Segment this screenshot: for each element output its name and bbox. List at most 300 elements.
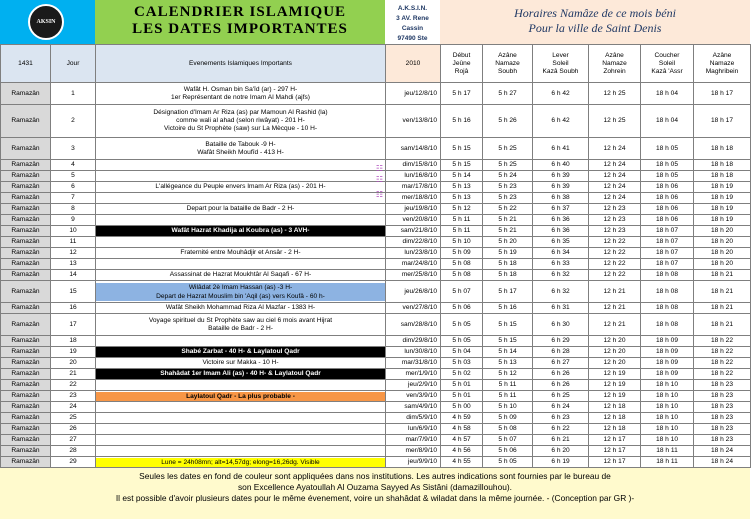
cell-soubh: 5 h 23	[483, 193, 533, 204]
cell-events	[96, 347, 386, 358]
event-text: Bataille de Badr - 2 H-	[208, 324, 273, 332]
cell-date: lun/23/8/10	[386, 248, 441, 259]
cell-debut: 5 h 11	[441, 215, 483, 226]
aksin-logo	[28, 4, 64, 40]
cell-jour: 20	[51, 358, 96, 369]
cell-zohr: 12 h 20	[589, 336, 641, 347]
cell-soubh: 5 h 25	[483, 160, 533, 171]
cell-coucher: 18 h 09	[641, 369, 694, 380]
cell-soubh: 5 h 27	[483, 83, 533, 105]
org-address: 3 AV. Rene Cassin	[396, 15, 429, 32]
cell-events	[96, 226, 386, 237]
cell-lever: 6 h 36	[533, 226, 589, 237]
cell-soubh: 5 h 26	[483, 105, 533, 138]
event-text: Victoire du St Prophète (saw) sur La Mècque - 10 H-	[163, 125, 318, 132]
cell-maghrib: 18 h 23	[694, 380, 751, 391]
cell-maghrib: 18 h 19	[694, 204, 751, 215]
cell-month: Ramazân	[1, 358, 51, 369]
cell-coucher: 18 h 06	[641, 215, 694, 226]
cell-soubh: 5 h 08	[483, 424, 533, 435]
cell-maghrib: 18 h 21	[694, 270, 751, 281]
cell-zohr: 12 h 23	[589, 215, 641, 226]
cell-maghrib: 18 h 19	[694, 182, 751, 193]
col-coucher-soleil: Coucher Soleil Kazâ 'Assr	[641, 45, 694, 83]
cell-jour: 16	[51, 303, 96, 314]
cell-month: Ramazân	[1, 83, 51, 105]
cell-jour: 28	[51, 446, 96, 457]
cell-zohr: 12 h 25	[589, 83, 641, 105]
cell-lever: 6 h 23	[533, 413, 589, 424]
table-row	[1, 237, 751, 248]
cell-jour: 29	[51, 457, 96, 468]
table-row	[1, 259, 751, 270]
logo-text: AKSIN	[36, 19, 56, 25]
cell-debut: 5 h 03	[441, 358, 483, 369]
cell-lever: 6 h 27	[533, 358, 589, 369]
cell-lever: 6 h 19	[533, 457, 589, 468]
cell-zohr: 12 h 23	[589, 226, 641, 237]
table-header-row	[1, 45, 751, 83]
cell-maghrib: 18 h 22	[694, 347, 751, 358]
cell-coucher: 18 h 07	[641, 226, 694, 237]
cell-maghrib: 18 h 24	[694, 446, 751, 457]
cell-coucher: 18 h 06	[641, 182, 694, 193]
cell-maghrib: 18 h 20	[694, 248, 751, 259]
table-row	[1, 138, 751, 160]
col-azane-maghribein: Azâne Namaze Maghribein	[694, 45, 751, 83]
cell-debut: 5 h 15	[441, 138, 483, 160]
cell-jour: 19	[51, 347, 96, 358]
cell-soubh: 5 h 06	[483, 446, 533, 457]
cell-zohr: 12 h 21	[589, 281, 641, 303]
table-row	[1, 314, 751, 336]
cell-soubh: 5 h 24	[483, 171, 533, 182]
cell-jour: 24	[51, 402, 96, 413]
cell-coucher: 18 h 04	[641, 83, 694, 105]
cell-maghrib: 18 h 22	[694, 369, 751, 380]
cell-coucher: 18 h 11	[641, 457, 694, 468]
cell-month: Ramazân	[1, 270, 51, 281]
cell-zohr: 12 h 25	[589, 105, 641, 138]
cell-date: dim/15/8/10	[386, 160, 441, 171]
cell-maghrib: 18 h 23	[694, 435, 751, 446]
cell-soubh: 5 h 18	[483, 270, 533, 281]
cell-events	[96, 424, 386, 435]
cell-zohr: 12 h 24	[589, 138, 641, 160]
note-marker-icon: ☷	[375, 175, 383, 184]
cell-debut: 5 h 10	[441, 237, 483, 248]
table-row	[1, 193, 751, 204]
cell-maghrib: 18 h 21	[694, 303, 751, 314]
cell-coucher: 18 h 05	[641, 160, 694, 171]
cell-soubh: 5 h 15	[483, 336, 533, 347]
cell-soubh: 5 h 23	[483, 182, 533, 193]
cell-soubh: 5 h 21	[483, 226, 533, 237]
table-row	[1, 248, 751, 259]
event-text: Assassinat de Hazrat Moukhtâr Al Saqafi - 67 H-	[169, 271, 312, 278]
cell-maghrib: 18 h 18	[694, 160, 751, 171]
cell-debut: 4 h 59	[441, 413, 483, 424]
cell-maghrib: 18 h 23	[694, 424, 751, 435]
cell-maghrib: 18 h 20	[694, 237, 751, 248]
cell-soubh: 5 h 15	[483, 314, 533, 336]
cell-debut: 5 h 05	[441, 314, 483, 336]
cell-coucher: 18 h 07	[641, 248, 694, 259]
cell-debut: 5 h 09	[441, 248, 483, 259]
cell-coucher: 18 h 05	[641, 138, 694, 160]
cell-lever: 6 h 37	[533, 204, 589, 215]
cell-maghrib: 18 h 23	[694, 391, 751, 402]
col-evenements: Evenements Islamiques Importants	[96, 45, 386, 83]
cell-lever: 6 h 21	[533, 435, 589, 446]
cell-events	[96, 435, 386, 446]
cell-date: dim/22/8/10	[386, 237, 441, 248]
cell-maghrib: 18 h 21	[694, 281, 751, 303]
cell-date: sam/28/8/10	[386, 314, 441, 336]
cell-coucher: 18 h 10	[641, 380, 694, 391]
cell-jour: 27	[51, 435, 96, 446]
cell-maghrib: 18 h 24	[694, 457, 751, 468]
table-row	[1, 402, 751, 413]
cell-lever: 6 h 40	[533, 160, 589, 171]
cell-coucher: 18 h 10	[641, 391, 694, 402]
event-text: Wafât Hazrat Khadija al Koubra (as) - 3 AVH-	[96, 226, 385, 236]
cell-events	[96, 358, 386, 369]
cell-jour: 8	[51, 204, 96, 215]
cell-maghrib: 18 h 18	[694, 171, 751, 182]
cell-lever: 6 h 36	[533, 215, 589, 226]
footer-line3: Il est possible d'avoir plusieurs dates pour le même évenement, voire un shahâdat & wiladat dans la même journée. - (Conception par GR )-	[115, 493, 635, 503]
cell-soubh: 5 h 18	[483, 259, 533, 270]
cell-date: ven/13/8/10	[386, 105, 441, 138]
cell-soubh: 5 h 09	[483, 413, 533, 424]
event-text: Wafât Sheikh Mohammad Riza Al Mazfar - 1383 H-	[165, 304, 316, 311]
cell-jour: 26	[51, 424, 96, 435]
cell-debut: 5 h 13	[441, 193, 483, 204]
cell-zohr: 12 h 20	[589, 347, 641, 358]
cell-events	[96, 160, 386, 171]
cell-date: ven/27/8/10	[386, 303, 441, 314]
cell-events	[96, 215, 386, 226]
cell-debut: 5 h 05	[441, 336, 483, 347]
org-name: A.K.S.I.N.	[397, 5, 428, 12]
cell-jour: 22	[51, 380, 96, 391]
cell-month: Ramazân	[1, 446, 51, 457]
cell-events	[96, 369, 386, 380]
cell-lever: 6 h 39	[533, 182, 589, 193]
cell-events	[96, 138, 386, 160]
cell-maghrib: 18 h 22	[694, 336, 751, 347]
cell-maghrib: 18 h 20	[694, 226, 751, 237]
cell-debut: 5 h 00	[441, 402, 483, 413]
cell-coucher: 18 h 10	[641, 413, 694, 424]
cell-soubh: 5 h 10	[483, 402, 533, 413]
cell-debut: 5 h 13	[441, 182, 483, 193]
footer-line1: Seules les dates en fond de couleur sont appliquées dans nos institutions. Les autres indications sont fournies par le bureau de	[139, 471, 611, 481]
table-row	[1, 435, 751, 446]
cell-coucher: 18 h 09	[641, 347, 694, 358]
cell-month: Ramazân	[1, 204, 51, 215]
cell-date: mer/1/9/10	[386, 369, 441, 380]
table-row	[1, 204, 751, 215]
col-azane-zohrein: Azâne Namaze Zohrein	[589, 45, 641, 83]
cell-soubh: 5 h 14	[483, 347, 533, 358]
org-city: 97490 Ste	[397, 35, 428, 42]
cell-debut: 5 h 06	[441, 303, 483, 314]
cell-month: Ramazân	[1, 347, 51, 358]
cell-date: jeu/26/8/10	[386, 281, 441, 303]
cell-maghrib: 18 h 20	[694, 259, 751, 270]
cell-soubh: 5 h 13	[483, 358, 533, 369]
header-logo-panel	[0, 0, 95, 44]
cell-date: jeu/12/8/10	[386, 83, 441, 105]
cell-coucher: 18 h 06	[641, 193, 694, 204]
cell-month: Ramazân	[1, 369, 51, 380]
table-row	[1, 160, 751, 171]
cell-date: jeu/19/8/10	[386, 204, 441, 215]
cell-month: Ramazân	[1, 226, 51, 237]
cell-coucher: 18 h 09	[641, 358, 694, 369]
event-text: Laylatoul Qadr - La plus probable -	[96, 392, 385, 401]
cell-jour: 6	[51, 182, 96, 193]
cell-date: lun/16/8/10	[386, 171, 441, 182]
cell-zohr: 12 h 21	[589, 314, 641, 336]
cell-zohr: 12 h 19	[589, 369, 641, 380]
event-text: Wafât H. Osman bin Sa'îd (ar) - 297 H-	[183, 85, 298, 93]
cell-month: Ramazân	[1, 259, 51, 270]
cell-zohr: 12 h 22	[589, 237, 641, 248]
cell-date: sam/4/9/10	[386, 402, 441, 413]
table-row	[1, 83, 751, 105]
cell-events	[96, 281, 386, 303]
cell-jour: 13	[51, 259, 96, 270]
col-lever-soleil: Lever Soleil Kazâ Soubh	[533, 45, 589, 83]
cell-maghrib: 18 h 19	[694, 215, 751, 226]
cell-debut: 5 h 08	[441, 259, 483, 270]
cell-jour: 25	[51, 413, 96, 424]
event-text: Désignation d'Imam Ar Riza (as) par Mamoun Al Rashid (la)	[153, 109, 328, 116]
cell-lever: 6 h 25	[533, 391, 589, 402]
cell-debut: 5 h 01	[441, 391, 483, 402]
cell-date: jeu/9/9/10	[386, 457, 441, 468]
cell-zohr: 12 h 19	[589, 380, 641, 391]
cell-jour: 2	[51, 105, 96, 138]
cell-jour: 18	[51, 336, 96, 347]
cell-month: Ramazân	[1, 380, 51, 391]
event-text: Shahâdat 1er Imam Ali (as) - 40 H- & Laylatoul Qadr	[96, 369, 385, 379]
cell-date: dim/29/8/10	[386, 336, 441, 347]
cell-coucher: 18 h 07	[641, 237, 694, 248]
cell-debut: 5 h 11	[441, 226, 483, 237]
cell-zohr: 12 h 19	[589, 391, 641, 402]
cell-coucher: 18 h 10	[641, 435, 694, 446]
cell-maghrib: 18 h 18	[694, 138, 751, 160]
event-text: comme wali al ahad (selon riwâyat) - 201 H-	[176, 117, 305, 124]
cell-coucher: 18 h 10	[641, 402, 694, 413]
cell-month: Ramazân	[1, 435, 51, 446]
event-text: Fraternité entre Mouhâdjir et Ansâr - 2 H-	[180, 249, 301, 256]
cell-events	[96, 314, 386, 336]
table-row	[1, 358, 751, 369]
cell-soubh: 5 h 05	[483, 457, 533, 468]
cell-lever: 6 h 41	[533, 138, 589, 160]
cell-maghrib: 18 h 17	[694, 105, 751, 138]
cell-jour: 23	[51, 391, 96, 402]
cell-month: Ramazân	[1, 424, 51, 435]
cell-lever: 6 h 28	[533, 347, 589, 358]
cell-lever: 6 h 39	[533, 171, 589, 182]
cell-lever: 6 h 33	[533, 259, 589, 270]
cell-date: mar/17/8/10	[386, 182, 441, 193]
cell-zohr: 12 h 24	[589, 171, 641, 182]
cell-jour: 7	[51, 193, 96, 204]
table-row	[1, 369, 751, 380]
cell-date: mar/24/8/10	[386, 259, 441, 270]
cell-maghrib: 18 h 22	[694, 358, 751, 369]
cell-lever: 6 h 26	[533, 369, 589, 380]
event-text: Depart de Hazrat Mouslim bin 'Aqil (as) vers Koufâ - 60 h-	[96, 292, 385, 301]
cell-events	[96, 248, 386, 259]
cell-month: Ramazân	[1, 138, 51, 160]
table-row	[1, 380, 751, 391]
cell-jour: 4	[51, 160, 96, 171]
cell-coucher: 18 h 04	[641, 105, 694, 138]
cell-zohr: 12 h 22	[589, 248, 641, 259]
cell-debut: 5 h 08	[441, 270, 483, 281]
cell-date: lun/6/9/10	[386, 424, 441, 435]
cell-events	[96, 171, 386, 182]
cell-zohr: 12 h 23	[589, 204, 641, 215]
event-text: L'allégeance du Peuple envers Imam Ar Riza (as) - 201 H-	[155, 183, 326, 190]
cell-soubh: 5 h 19	[483, 248, 533, 259]
cell-events	[96, 259, 386, 270]
cell-zohr: 12 h 21	[589, 303, 641, 314]
cell-events	[96, 380, 386, 391]
cell-debut: 5 h 12	[441, 204, 483, 215]
table-row	[1, 446, 751, 457]
cell-soubh: 5 h 25	[483, 138, 533, 160]
cell-jour: 3	[51, 138, 96, 160]
cell-events	[96, 190, 386, 204]
cell-zohr: 12 h 17	[589, 435, 641, 446]
cell-date: lun/30/8/10	[386, 347, 441, 358]
event-text: Bataille de Tabouk -9 H-	[205, 140, 276, 148]
cell-events	[96, 83, 386, 105]
cell-maghrib: 18 h 23	[694, 402, 751, 413]
cell-lever: 6 h 38	[533, 193, 589, 204]
table-row	[1, 226, 751, 237]
cell-debut: 4 h 57	[441, 435, 483, 446]
cell-month: Ramazân	[1, 336, 51, 347]
cell-events	[96, 457, 386, 468]
table-row	[1, 347, 751, 358]
cell-events	[96, 237, 386, 248]
cell-debut: 4 h 58	[441, 424, 483, 435]
cell-soubh: 5 h 20	[483, 237, 533, 248]
col-hijri-year: 1431	[1, 45, 51, 83]
cell-month: Ramazân	[1, 160, 51, 171]
cell-date: mer/25/8/10	[386, 270, 441, 281]
event-text: Depart pour la bataille de Badr - 2 H-	[186, 205, 295, 212]
cell-soubh: 5 h 07	[483, 435, 533, 446]
cell-debut: 5 h 01	[441, 380, 483, 391]
cell-lever: 6 h 22	[533, 424, 589, 435]
col-debut-jeune: Début Jeûne Rojâ	[441, 45, 483, 83]
cell-zohr: 12 h 20	[589, 358, 641, 369]
calendar-table	[0, 44, 751, 468]
event-text: Lune = 24h08mn; alt=14,57dg; elong=16,26dg. Visible	[96, 458, 385, 467]
header-horaires-panel	[440, 0, 750, 44]
cell-zohr: 12 h 24	[589, 160, 641, 171]
title-line2: LES DATES IMPORTANTES	[132, 21, 348, 37]
cell-coucher: 18 h 07	[641, 259, 694, 270]
cell-soubh: 5 h 17	[483, 281, 533, 303]
cell-coucher: 18 h 06	[641, 204, 694, 215]
cell-zohr: 12 h 22	[589, 259, 641, 270]
cell-zohr: 12 h 18	[589, 402, 641, 413]
cell-date: dim/5/9/10	[386, 413, 441, 424]
note-marker-icon: ☷	[375, 190, 383, 199]
table-row	[1, 215, 751, 226]
cell-lever: 6 h 42	[533, 83, 589, 105]
cell-jour: 14	[51, 270, 96, 281]
cell-events	[96, 413, 386, 424]
cell-coucher: 18 h 08	[641, 314, 694, 336]
horaires-title: Horaires Namâze de ce mois béni	[514, 6, 676, 20]
cell-soubh: 5 h 21	[483, 215, 533, 226]
cell-month: Ramazân	[1, 457, 51, 468]
cell-events	[96, 182, 386, 199]
table-row	[1, 413, 751, 424]
cell-month: Ramazân	[1, 413, 51, 424]
cell-debut: 5 h 16	[441, 105, 483, 138]
cell-events	[96, 105, 386, 138]
cell-date: ven/3/9/10	[386, 391, 441, 402]
table-row	[1, 281, 751, 303]
footer-notes	[0, 468, 750, 519]
cell-date: mar/7/9/10	[386, 435, 441, 446]
table-row	[1, 303, 751, 314]
cell-events	[96, 336, 386, 347]
cell-events	[96, 402, 386, 413]
cell-soubh: 5 h 16	[483, 303, 533, 314]
cell-date: sam/21/8/10	[386, 226, 441, 237]
cell-lever: 6 h 35	[533, 237, 589, 248]
event-text: Victoire sur Makka - 10 H-	[202, 359, 279, 366]
cell-events	[96, 303, 386, 314]
event-text: Wafât Sheikh Moufîd - 413 H-	[197, 148, 284, 156]
cell-lever: 6 h 34	[533, 248, 589, 259]
cell-month: Ramazân	[1, 248, 51, 259]
cell-month: Ramazân	[1, 171, 51, 182]
cell-maghrib: 18 h 21	[694, 314, 751, 336]
cell-lever: 6 h 20	[533, 446, 589, 457]
cell-month: Ramazân	[1, 303, 51, 314]
cell-coucher: 18 h 09	[641, 336, 694, 347]
table-row	[1, 105, 751, 138]
title-line1: CALENDRIER ISLAMIQUE	[133, 4, 347, 20]
cell-jour: 12	[51, 248, 96, 259]
cell-date: mer/8/9/10	[386, 446, 441, 457]
cell-lever: 6 h 24	[533, 402, 589, 413]
cell-date: mer/18/8/10	[386, 193, 441, 204]
cell-month: Ramazân	[1, 193, 51, 204]
cell-jour: 21	[51, 369, 96, 380]
cell-events	[96, 446, 386, 457]
cell-debut: 5 h 15	[441, 160, 483, 171]
cell-month: Ramazân	[1, 402, 51, 413]
cell-lever: 6 h 29	[533, 336, 589, 347]
